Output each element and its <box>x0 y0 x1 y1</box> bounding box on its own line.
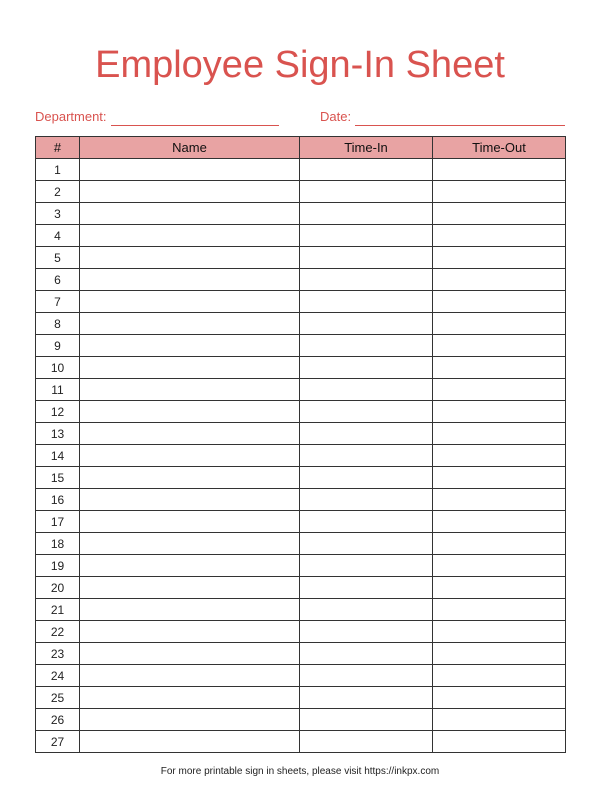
time-out-cell[interactable] <box>433 225 566 247</box>
date-field <box>320 108 565 126</box>
name-cell[interactable] <box>80 467 300 489</box>
table-row <box>36 555 566 577</box>
table-row <box>36 291 566 313</box>
time-out-cell[interactable] <box>433 203 566 225</box>
row-number: 23 <box>36 643 80 665</box>
time-in-cell[interactable] <box>300 489 433 511</box>
name-cell[interactable] <box>80 203 300 225</box>
time-out-cell[interactable] <box>433 599 566 621</box>
time-out-cell[interactable] <box>433 335 566 357</box>
name-cell[interactable] <box>80 423 300 445</box>
time-in-cell[interactable] <box>300 379 433 401</box>
time-out-cell[interactable] <box>433 577 566 599</box>
time-in-cell[interactable] <box>300 643 433 665</box>
row-number: 26 <box>36 709 80 731</box>
table-row <box>36 665 566 687</box>
row-number: 3 <box>36 203 80 225</box>
table-row <box>36 159 566 181</box>
time-out-cell[interactable] <box>433 511 566 533</box>
row-number: 19 <box>36 555 80 577</box>
time-out-cell[interactable] <box>433 401 566 423</box>
row-number: 25 <box>36 687 80 709</box>
row-number: 5 <box>36 247 80 269</box>
name-cell[interactable] <box>80 291 300 313</box>
name-cell[interactable] <box>80 357 300 379</box>
table-row <box>36 577 566 599</box>
row-number: 21 <box>36 599 80 621</box>
table-row <box>36 643 566 665</box>
time-out-cell[interactable] <box>433 379 566 401</box>
row-number: 4 <box>36 225 80 247</box>
row-number: 11 <box>36 379 80 401</box>
row-number: 12 <box>36 401 80 423</box>
table-row <box>36 225 566 247</box>
time-out-cell[interactable] <box>433 555 566 577</box>
time-in-cell[interactable] <box>300 709 433 731</box>
row-number: 14 <box>36 445 80 467</box>
time-in-cell[interactable] <box>300 533 433 555</box>
row-number: 7 <box>36 291 80 313</box>
name-cell[interactable] <box>80 489 300 511</box>
time-out-cell[interactable] <box>433 423 566 445</box>
time-out-cell[interactable] <box>433 467 566 489</box>
time-out-cell[interactable] <box>433 159 566 181</box>
department-blank-line[interactable] <box>111 111 279 126</box>
page-title: Employee Sign-In Sheet <box>95 44 505 86</box>
time-in-cell[interactable] <box>300 159 433 181</box>
table-row <box>36 379 566 401</box>
time-in-cell[interactable] <box>300 269 433 291</box>
name-cell[interactable] <box>80 335 300 357</box>
time-in-cell[interactable] <box>300 445 433 467</box>
row-number: 6 <box>36 269 80 291</box>
time-in-cell[interactable] <box>300 687 433 709</box>
table-body <box>36 159 566 753</box>
name-cell[interactable] <box>80 269 300 291</box>
time-out-cell[interactable] <box>433 247 566 269</box>
row-number: 18 <box>36 533 80 555</box>
column-header-number: # <box>36 137 80 159</box>
table-row <box>36 445 566 467</box>
time-out-cell[interactable] <box>433 313 566 335</box>
time-in-cell[interactable] <box>300 731 433 753</box>
name-cell[interactable] <box>80 687 300 709</box>
time-in-cell[interactable] <box>300 181 433 203</box>
table-row <box>36 401 566 423</box>
name-cell[interactable] <box>80 511 300 533</box>
time-out-cell[interactable] <box>433 643 566 665</box>
name-cell[interactable] <box>80 313 300 335</box>
row-number: 9 <box>36 335 80 357</box>
time-in-cell[interactable] <box>300 335 433 357</box>
time-in-cell[interactable] <box>300 247 433 269</box>
time-in-cell[interactable] <box>300 357 433 379</box>
name-cell[interactable] <box>80 159 300 181</box>
time-in-cell[interactable] <box>300 511 433 533</box>
name-cell[interactable] <box>80 533 300 555</box>
row-number: 27 <box>36 731 80 753</box>
table-row <box>36 467 566 489</box>
time-out-cell[interactable] <box>433 533 566 555</box>
name-cell[interactable] <box>80 401 300 423</box>
date-label: Date: <box>320 109 352 124</box>
table-row <box>36 621 566 643</box>
time-out-cell[interactable] <box>433 709 566 731</box>
name-cell[interactable] <box>80 709 300 731</box>
row-number: 8 <box>36 313 80 335</box>
time-in-cell[interactable] <box>300 665 433 687</box>
table-row <box>36 533 566 555</box>
row-number: 2 <box>36 181 80 203</box>
table-row <box>36 423 566 445</box>
time-out-cell[interactable] <box>433 621 566 643</box>
table-row <box>36 247 566 269</box>
footer-note: For more printable sign in sheets, please visit https://inkpx.com <box>160 766 440 777</box>
name-cell[interactable] <box>80 379 300 401</box>
column-header-name: Name <box>80 137 300 159</box>
name-cell[interactable] <box>80 181 300 203</box>
row-number: 22 <box>36 621 80 643</box>
row-number: 13 <box>36 423 80 445</box>
table-row <box>36 269 566 291</box>
name-cell[interactable] <box>80 621 300 643</box>
row-number: 15 <box>36 467 80 489</box>
time-in-cell[interactable] <box>300 401 433 423</box>
department-label: Department: <box>35 109 107 124</box>
time-in-cell[interactable] <box>300 467 433 489</box>
name-cell[interactable] <box>80 643 300 665</box>
table-row <box>36 511 566 533</box>
name-cell[interactable] <box>80 225 300 247</box>
time-in-cell[interactable] <box>300 225 433 247</box>
sign-in-table <box>35 136 566 753</box>
time-in-cell[interactable] <box>300 203 433 225</box>
name-cell[interactable] <box>80 665 300 687</box>
time-in-cell[interactable] <box>300 577 433 599</box>
column-header-time-in: Time-In <box>300 137 433 159</box>
time-out-cell[interactable] <box>433 291 566 313</box>
time-out-cell[interactable] <box>433 269 566 291</box>
time-in-cell[interactable] <box>300 423 433 445</box>
time-out-cell[interactable] <box>433 445 566 467</box>
name-cell[interactable] <box>80 555 300 577</box>
time-out-cell[interactable] <box>433 687 566 709</box>
table-header-row <box>36 137 566 159</box>
table-row <box>36 335 566 357</box>
table-row <box>36 357 566 379</box>
time-out-cell[interactable] <box>433 665 566 687</box>
time-in-cell[interactable] <box>300 599 433 621</box>
department-field <box>35 108 279 126</box>
table-row <box>36 709 566 731</box>
time-in-cell[interactable] <box>300 621 433 643</box>
row-number: 24 <box>36 665 80 687</box>
table-row <box>36 313 566 335</box>
row-number: 20 <box>36 577 80 599</box>
time-in-cell[interactable] <box>300 313 433 335</box>
table-row <box>36 181 566 203</box>
row-number: 1 <box>36 159 80 181</box>
row-number: 16 <box>36 489 80 511</box>
time-out-cell[interactable] <box>433 357 566 379</box>
name-cell[interactable] <box>80 599 300 621</box>
table-row <box>36 687 566 709</box>
row-number: 17 <box>36 511 80 533</box>
time-out-cell[interactable] <box>433 489 566 511</box>
column-header-time-out: Time-Out <box>433 137 566 159</box>
row-number: 10 <box>36 357 80 379</box>
name-cell[interactable] <box>80 577 300 599</box>
time-in-cell[interactable] <box>300 291 433 313</box>
name-cell[interactable] <box>80 247 300 269</box>
time-out-cell[interactable] <box>433 181 566 203</box>
time-out-cell[interactable] <box>433 731 566 753</box>
table-row <box>36 203 566 225</box>
date-blank-line[interactable] <box>355 111 565 126</box>
time-in-cell[interactable] <box>300 555 433 577</box>
name-cell[interactable] <box>80 731 300 753</box>
name-cell[interactable] <box>80 445 300 467</box>
table-row <box>36 599 566 621</box>
table-row <box>36 489 566 511</box>
table-row <box>36 731 566 753</box>
header-fields <box>35 108 565 128</box>
